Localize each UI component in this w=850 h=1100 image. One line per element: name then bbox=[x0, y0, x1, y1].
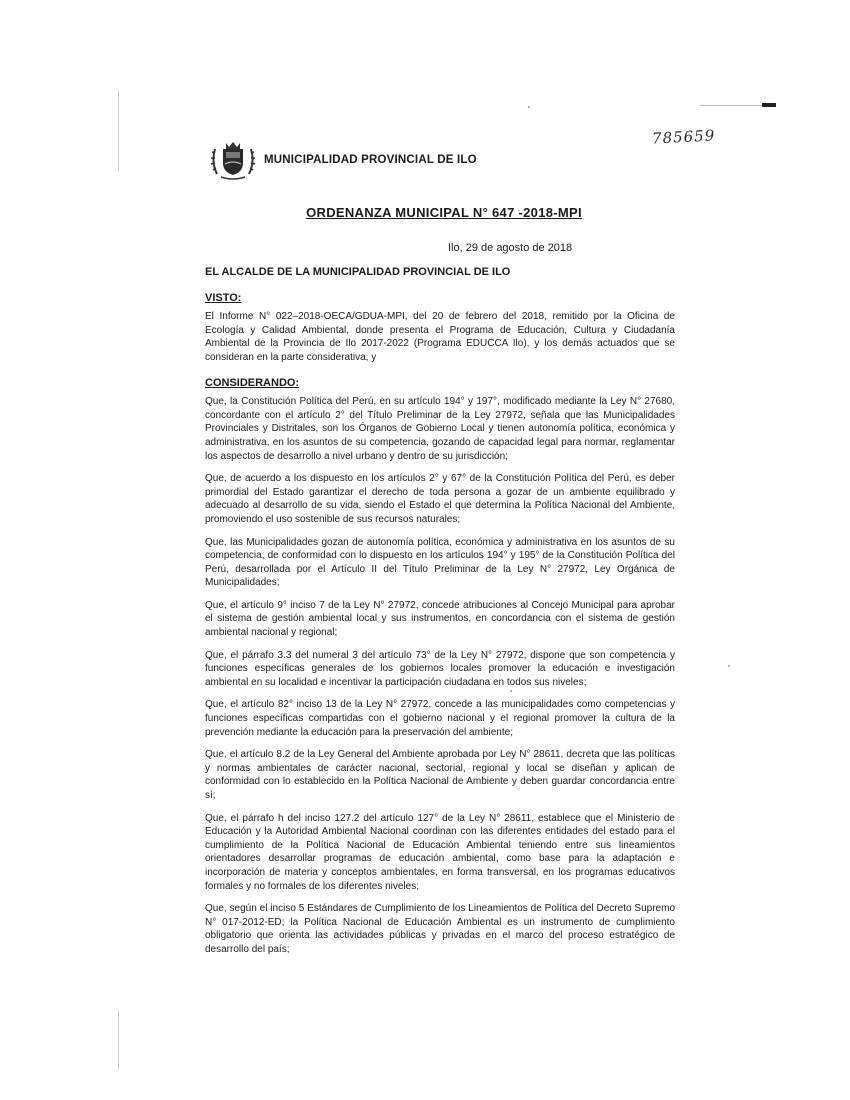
considerando-paragraph: Que, el párrafo 3.3 del numeral 3 del artículo 73° de la Ley N° 27972, dispone que son competencia y funciones específicas generales de los gobiernos locales promover la educación e investigación ambiental en su localidad e incentivar la participación ciudadana en todos sus niveles; bbox=[205, 649, 675, 688]
considerando-paragraph: Que, el párrafo h del inciso 127.2 del artículo 127° de la Ley N° 28611, establece que el Ministerio de Educación y la Autoridad Ambiental Nacional coordinan con las diferentes entidades del estado para el cumplimiento de la Política Nacional de Educación Ambiental teniendo entre sus lineamientos orientadores desarrollar programas de educación ambiental, como base para la adaptación e incorporación de materia y conceptos ambientales, en forma transversal, en los programas educativos formales y no formales de los diferentes niveles; bbox=[205, 812, 675, 892]
scan-speck bbox=[728, 665, 730, 667]
considerando-heading: CONSIDERANDO: bbox=[205, 376, 300, 389]
scan-speck bbox=[528, 106, 530, 108]
considerando-paragraph: Que, de acuerdo a los dispuesto en los artículos 2° y 67° de la Constitución Política del Perú, es deber primordial del Estado garantizar el derecho de toda persona a gozar de un ambiente equilibrado y adecuado al desarrollo de su vida, siendo el Estado el que determina la Política Nacional del Ambiente, promoviendo el uso sostenible de sus recursos naturales; bbox=[205, 473, 675, 525]
scan-edge-mark bbox=[118, 90, 119, 170]
municipal-crest-icon bbox=[210, 140, 256, 180]
considerando-paragraph: Que, la Constitución Política del Perú, en su artículo 194° y 197°, modificado mediante la Ley N° 27680, concordante con el artículo 2° del Título Preliminar de la Ley 27972, señala que las Municipalidades Provinciales y Distritales, son los Órganos de Gobierno Local y tienen autonomía política, económica y administrativa, en los asuntos de su competencia, gozando de capacidad legal para normar, reglamentar los aspectos de desarrollo a nivel urbano y dentro de su jurisdicción; bbox=[205, 396, 675, 462]
document-date: Ilo, 29 de agosto de 2018 bbox=[448, 242, 573, 254]
handwritten-reference-number: 785659 bbox=[651, 126, 716, 148]
visto-heading: VISTO: bbox=[205, 291, 242, 304]
considerando-paragraph: Que, el artículo 9° inciso 7 de la Ley N° 27972, concede atribuciones al Concejo Municipal para aprobar el sistema de gestión ambiental local y sus instrumentos, en concordancia con el sistema de gestión ambiental nacional y regional; bbox=[205, 599, 675, 639]
document-body bbox=[205, 266, 675, 966]
visto-paragraph: El Informe N° 022–2018-OECA/GDUA-MPI, del 20 de febrero del 2018, remitido por la Oficina de Ecología y Calidad Ambiental, donde presenta el Programa de Educación, Cultura y Ciudadanía Ambiental de la Provincia de Ilo 2017-2022 (Programa EDUCCA Ilo), y los demás actuados que se consideran en la parte considerativa, y bbox=[205, 311, 675, 363]
considerando-paragraph: Que, las Municipalidades gozan de autonomía política, económica y administrativa en los asuntos de su competencia, de conformidad con lo dispuesto en los artículos 194° y 195° de la Constitución Política del Perú, desarrollada por el Artículo II del Título Preliminar de la Ley N° 27972, Ley Orgánica de Municipalidades; bbox=[205, 536, 675, 589]
scan-edge-mark bbox=[118, 1010, 119, 1070]
considerando-paragraph: Que, el artículo 82° inciso 13 de la Ley N° 27972, concede a las municipalidades como competencias y funciones específicas compartidas con el gobierno nacional y el regional promover la cultura de la prevención mediante la educación para la preservación del ambiente; bbox=[205, 699, 675, 738]
scan-top-tab bbox=[762, 103, 776, 107]
considerando-paragraph: Que, según el inciso 5 Estándares de Cumplimiento de los Lineamientos de Política del Decreto Supremo N° 017-2012-ED; la Política Nacional de Educación Ambiental es un instrumento de cumplimiento obligatorio que orienta las actividades públicas y privadas en el marco del proceso estratégico de desarrollo del país; bbox=[205, 903, 675, 955]
municipality-name: MUNICIPALIDAD PROVINCIAL DE ILO bbox=[264, 154, 477, 166]
document-title: ORDENANZA MUNICIPAL N° 647 -2018-MPI bbox=[306, 205, 582, 220]
issuing-authority: EL ALCALDE DE LA MUNICIPALIDAD PROVINCIAL DE ILO bbox=[205, 266, 511, 278]
scan-top-rule bbox=[700, 105, 762, 106]
considerando-paragraph: Que, el artículo 8.2 de la Ley General del Ambiente aprobada por Ley N° 28611, decreta que las políticas y normas ambientales de carácter nacional, sectorial, regional y local se diseñan y aplican de conformidad con lo establecido en la Política Nacional de Ambiente y deben guardar concordancia entre sí; bbox=[205, 749, 675, 801]
letterhead bbox=[210, 140, 477, 180]
